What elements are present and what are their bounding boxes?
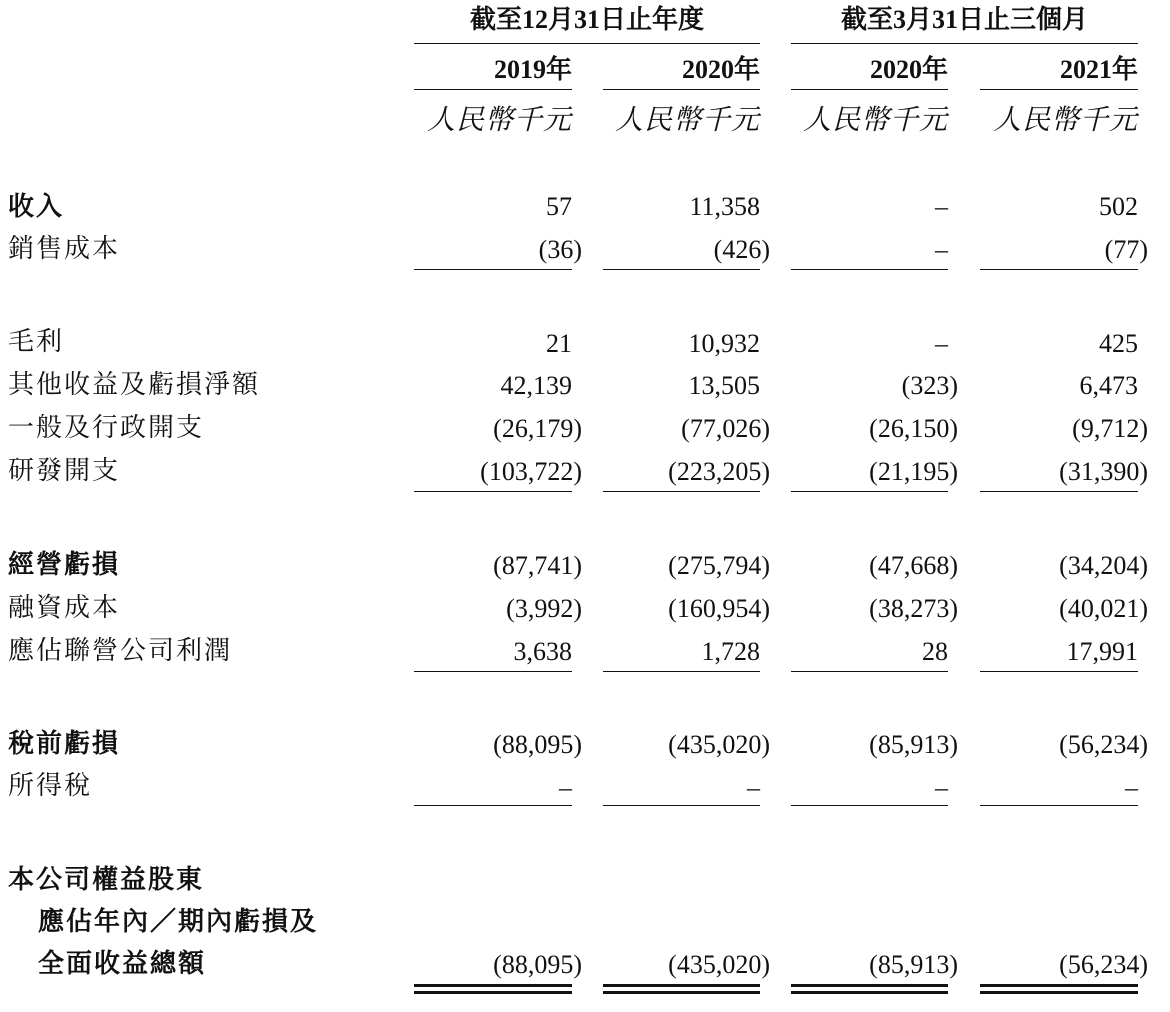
cell-value: – <box>559 773 572 802</box>
cell-value: 502 <box>1099 192 1138 221</box>
cell-value: 13,505 <box>688 371 760 400</box>
row-label-revenue: 收入 <box>8 192 65 221</box>
row-label-admin-expenses: 一般及行政開支 <box>8 413 205 442</box>
row-label-income-tax: 所得稅 <box>8 771 93 800</box>
row-label-rnd-expenses: 研發開支 <box>8 456 121 485</box>
total-label-line: 本公司權益股東 <box>8 865 205 894</box>
total-double-rule <box>603 984 760 994</box>
cell-value: 17,991 <box>1066 637 1138 666</box>
column-year-label: 2019年 <box>493 55 572 84</box>
total-double-rule <box>980 984 1138 994</box>
cell-value: – <box>935 329 948 358</box>
group-underline <box>414 43 760 44</box>
unit-label: 人民幣千元 <box>426 105 572 136</box>
cell-value: (87,741) <box>493 551 582 580</box>
row-label-loss-before-tax: 稅前虧損 <box>8 729 121 758</box>
subtotal-rule <box>414 491 572 492</box>
cell-value: (31,390) <box>1059 457 1148 486</box>
total-value: (56,234) <box>1059 950 1148 979</box>
subtotal-rule <box>980 269 1138 270</box>
column-header-2021-q1 <box>980 54 1138 90</box>
cell-value: (77,026) <box>681 414 770 443</box>
cell-value: 11,358 <box>689 192 760 221</box>
subtotal-rule <box>791 805 948 806</box>
subtotal-rule <box>980 491 1138 492</box>
subtotal-rule <box>980 671 1138 672</box>
column-header-2019 <box>414 54 572 90</box>
unit-label: 人民幣千元 <box>802 105 948 136</box>
cell-value: 10,932 <box>688 329 760 358</box>
column-year-label: 2020年 <box>681 55 760 84</box>
cell-value: (47,668) <box>869 551 958 580</box>
cell-value: – <box>747 773 760 802</box>
subtotal-rule <box>603 671 760 672</box>
column-header-2020 <box>603 54 760 90</box>
cell-value: 21 <box>546 329 572 358</box>
subtotal-rule <box>980 805 1138 806</box>
cell-value: (223,205) <box>668 457 770 486</box>
total-value: (85,913) <box>869 950 958 979</box>
period-group-label: 截至3月31日止三個月 <box>840 5 1088 34</box>
cell-value: – <box>1125 773 1138 802</box>
cell-value: (323) <box>901 371 958 400</box>
cell-value: – <box>935 235 948 264</box>
cell-value: (9,712) <box>1072 414 1148 443</box>
cell-value: (3,992) <box>506 594 582 623</box>
subtotal-rule <box>414 805 572 806</box>
subtotal-rule <box>603 269 760 270</box>
cell-value: – <box>935 192 948 221</box>
cell-value: (103,722) <box>480 457 582 486</box>
row-label-operating-loss: 經營虧損 <box>8 550 121 579</box>
subtotal-rule <box>414 269 572 270</box>
column-underline <box>414 89 572 90</box>
cell-value: (40,021) <box>1059 594 1148 623</box>
period-group-header-annual <box>414 4 760 44</box>
cell-value: (38,273) <box>869 594 958 623</box>
cell-value: (88,095) <box>493 730 582 759</box>
subtotal-rule <box>414 671 572 672</box>
total-label-line: 全面收益總額 <box>38 949 207 978</box>
cell-value: 3,638 <box>513 637 572 666</box>
cell-value: (85,913) <box>869 730 958 759</box>
subtotal-rule <box>603 491 760 492</box>
column-year-label: 2021年 <box>1059 55 1138 84</box>
subtotal-rule <box>791 269 948 270</box>
cell-value: (26,150) <box>869 414 958 443</box>
cell-value: 1,728 <box>701 637 760 666</box>
cell-value: 57 <box>546 192 572 221</box>
cell-value: (77) <box>1104 235 1148 264</box>
cell-value: 6,473 <box>1079 371 1138 400</box>
unit-label: 人民幣千元 <box>614 105 760 136</box>
cell-value: 28 <box>922 637 948 666</box>
column-header-2020-q1 <box>791 54 948 90</box>
cell-value: (426) <box>713 235 770 264</box>
subtotal-rule <box>791 491 948 492</box>
cell-value: (36) <box>538 235 582 264</box>
column-year-label: 2020年 <box>869 55 948 84</box>
cell-value: (435,020) <box>668 730 770 759</box>
cell-value: (160,954) <box>668 594 770 623</box>
group-underline <box>791 43 1138 44</box>
cell-value: (26,179) <box>493 414 582 443</box>
unit-label: 人民幣千元 <box>992 105 1138 136</box>
cell-value: 425 <box>1099 329 1138 358</box>
total-value: (435,020) <box>668 950 770 979</box>
row-label-share-of-associates: 應佔聯營公司利潤 <box>8 636 233 665</box>
subtotal-rule <box>603 805 760 806</box>
column-underline <box>603 89 760 90</box>
subtotal-rule <box>791 671 948 672</box>
cell-value: (21,195) <box>869 457 958 486</box>
period-group-label: 截至12月31日止年度 <box>469 5 704 34</box>
cell-value: (275,794) <box>668 551 770 580</box>
cell-value: – <box>935 773 948 802</box>
total-label-line: 應佔年內／期內虧損及 <box>38 907 319 936</box>
column-underline <box>980 89 1138 90</box>
period-group-header-quarter <box>791 4 1138 44</box>
cell-value: (34,204) <box>1059 551 1148 580</box>
column-underline <box>791 89 948 90</box>
row-label-other-gains-losses: 其他收益及虧損淨額 <box>8 370 261 399</box>
row-label-cost-of-sales: 銷售成本 <box>8 234 121 263</box>
row-label-finance-costs: 融資成本 <box>8 593 121 622</box>
cell-value: (56,234) <box>1059 730 1148 759</box>
total-value: (88,095) <box>493 950 582 979</box>
row-label-gross-profit: 毛利 <box>8 327 65 356</box>
cell-value: 42,139 <box>500 371 572 400</box>
total-double-rule <box>791 984 948 994</box>
total-double-rule <box>414 984 572 994</box>
